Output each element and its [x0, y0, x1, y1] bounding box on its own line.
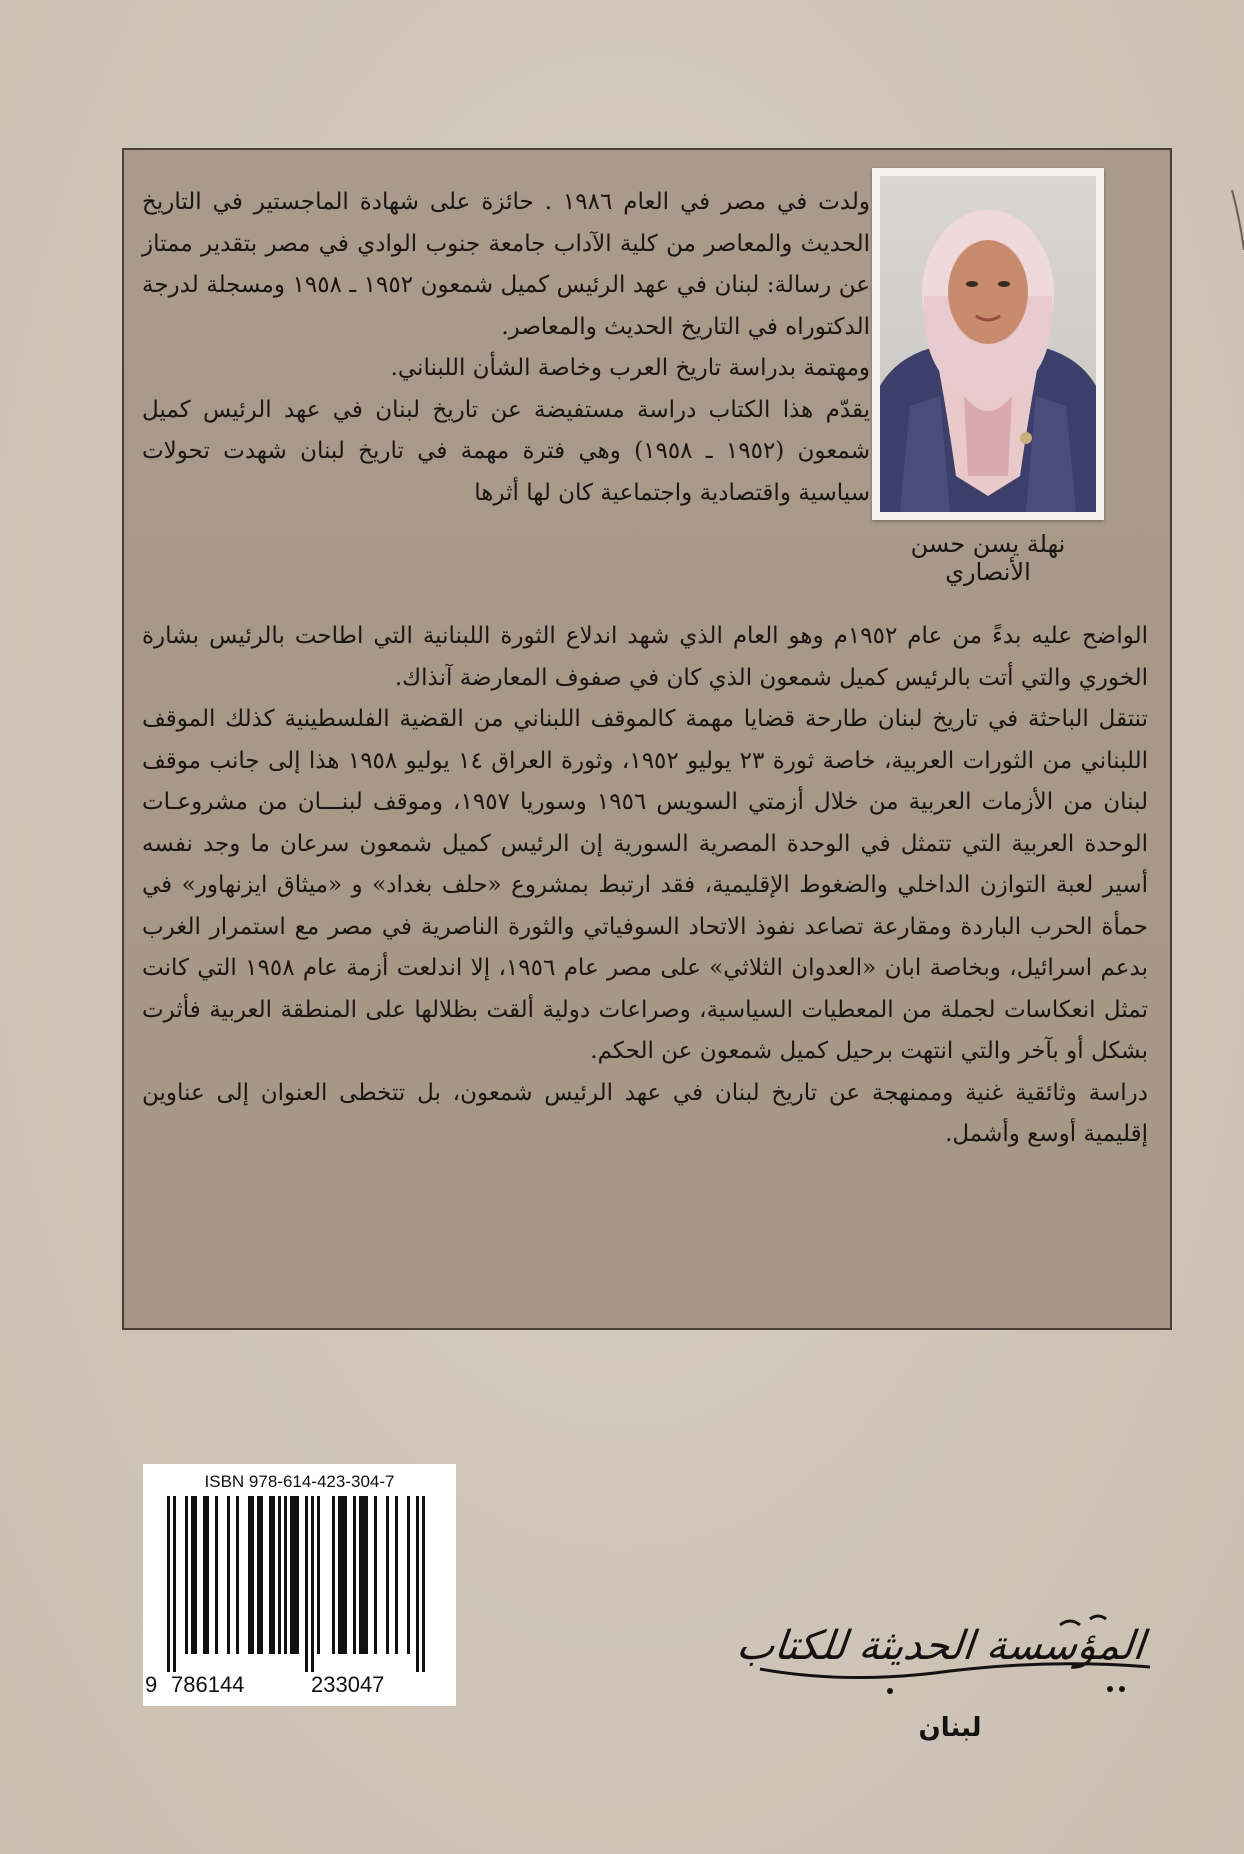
author-bio — [142, 182, 870, 514]
barcode-bar — [365, 1496, 368, 1654]
barcode-bar — [206, 1496, 209, 1654]
barcode-bar — [332, 1496, 335, 1654]
book-summary-paragraph: تنتقل الباحثة في تاريخ لبنان طارحة قضايا مهمة كالموقف اللبناني من القضية الفلسطينية كذلك الموقف اللبناني من الثورات العربية، خاصة ثورة ٢٣ يوليو ١٩٥٢، وثورة العراق ١٤ يوليو ١٩٥٨ هذا إلى جانب موقف لبنان من الأزمات العربية من خلال أزمتي السويس ١٩٥٦ وسوريا ١٩٥٧، وموقف لبنـــان من مشروعـات الوحدة العربية التي تتمثل في الوحدة المصرية السورية إن الرئيس كميل شمعون سرعان ما وجد نفسه أسير لعبة التوازن الداخلي والضغوط الإقليمية، فقد ارتبط بمشروع «حلف بغداد» و «ميثاق ايزنهاور» في حمأة الحرب الباردة ومقارعة تصاعد نفوذ الاتحاد السوفياتي والثورة الناصرية في مصر مع استمرار الغرب بدعم اسرائيل، وبخاصة ابان «العدوان الثلاثي» على مصر عام ١٩٥٦، إلا اندلعت أزمة عام ١٩٥٨ التي كانت تمثل انعكاسات لجملة من المعطيات السياسية، وصراعات دولية ألقت بظلالها على المنطقة العربية فأثرت بشكل أو بآخر والتي انتهت برحيل كميل شمعون عن الحكم. — [142, 706, 1149, 1064]
barcode-bar — [338, 1496, 341, 1654]
synopsis-panel — [122, 148, 1172, 1330]
barcode-bar — [296, 1496, 299, 1654]
book-summary-paragraph: الواضح عليه بدءً من عام ١٩٥٢م وهو العام الذي شهد اندلاع الثورة اللبنانية التي اطاحت بالرئيس بشارة الخوري والتي أتت بالرئيس كميل شمعون الذي كان في صفوف المعارضة آنذاك. — [142, 623, 1148, 691]
barcode-bar — [344, 1496, 347, 1654]
barcode-bar — [278, 1496, 281, 1654]
barcode-bar — [257, 1496, 260, 1654]
isbn-number: ISBN 978-614-423-304-7 — [204, 1472, 395, 1491]
barcode-bar — [215, 1496, 218, 1654]
barcode-bar — [359, 1496, 362, 1654]
barcode-bar — [395, 1496, 398, 1654]
barcode-bar — [260, 1496, 263, 1654]
barcode-bar — [293, 1496, 296, 1654]
publisher-name: المؤسسة الحديثة للكتاب — [734, 1623, 1147, 1669]
barcode-bar — [203, 1496, 206, 1654]
barcode-bar — [317, 1496, 320, 1654]
publisher-city: لبنان — [918, 1713, 982, 1743]
barcode-bar — [272, 1496, 275, 1654]
author-portrait-icon — [880, 176, 1096, 512]
barcode-bar — [386, 1496, 389, 1654]
barcode-digit-group: 786144 — [171, 1672, 245, 1697]
barcode-bar — [374, 1496, 377, 1654]
barcode-bar — [167, 1496, 170, 1672]
book-summary-paragraph: دراسة وثائقية غنية وممنهجة عن تاريخ لبنان في عهد الرئيس شمعون، بل تتخطى العنوان إلى عناوين إقليمية أوسع وأشمل. — [142, 1079, 1148, 1147]
barcode-bar — [194, 1496, 197, 1654]
barcode-bar — [284, 1496, 287, 1654]
bio-paragraph: ومهتمة بدراسة تاريخ العرب وخاصة الشأن اللبناني. — [390, 355, 870, 381]
barcode-bar — [422, 1496, 425, 1672]
book-summary-paragraph: يقدّم هذا الكتاب دراسة مستفيضة عن تاريخ لبنان في عهد الرئيس كميل شمعون (١٩٥٢ ـ ١٩٥٨) وهي فترة مهمة في تاريخ لبنان شهدت تحولات سياسية واقتصادية واجتماعية كان لها أثرها — [142, 396, 870, 506]
barcode-bar — [407, 1496, 410, 1654]
book-summary — [142, 616, 1148, 1156]
barcode-bar — [236, 1496, 239, 1654]
barcode-bar — [290, 1496, 293, 1654]
barcode-bar — [305, 1496, 308, 1672]
barcode-bar — [248, 1496, 251, 1654]
isbn-barcode — [143, 1464, 456, 1706]
barcode-bar — [416, 1496, 419, 1672]
barcode-bar — [173, 1496, 176, 1672]
barcode-bar — [362, 1496, 365, 1654]
barcode-bar — [251, 1496, 254, 1654]
barcode-bar — [191, 1496, 194, 1654]
author-name-caption: نهلة يسن حسن الأنصاري — [910, 530, 1066, 586]
publisher-logo — [730, 1605, 1170, 1701]
barcode-digit-group: 233047 — [311, 1672, 385, 1697]
barcode-bar — [185, 1496, 188, 1654]
barcode-bar — [227, 1496, 230, 1654]
page-crease — [1230, 190, 1244, 250]
barcode-bar — [311, 1496, 314, 1672]
barcode-bar — [341, 1496, 344, 1654]
author-photo-frame — [872, 168, 1104, 520]
barcode-digit-first: 9 — [145, 1672, 158, 1697]
barcode-bar — [269, 1496, 272, 1654]
barcode-bar — [353, 1496, 356, 1654]
barcode-icon — [153, 1496, 446, 1672]
bio-paragraph: ولدت في مصر في العام ١٩٨٦ . حائزة على شهادة الماجستير في التاريخ الحديث والمعاصر من كلية الآداب جامعة جنوب الوادي في مصر بتقدير ممتاز عن رسالة: لبنان في عهد الرئيس كميل شمعون ١٩٥٢ ـ ١٩٥٨ ومسجلة لدرجة الدكتوراه في التاريخ الحديث والمعاصر. — [142, 189, 870, 340]
